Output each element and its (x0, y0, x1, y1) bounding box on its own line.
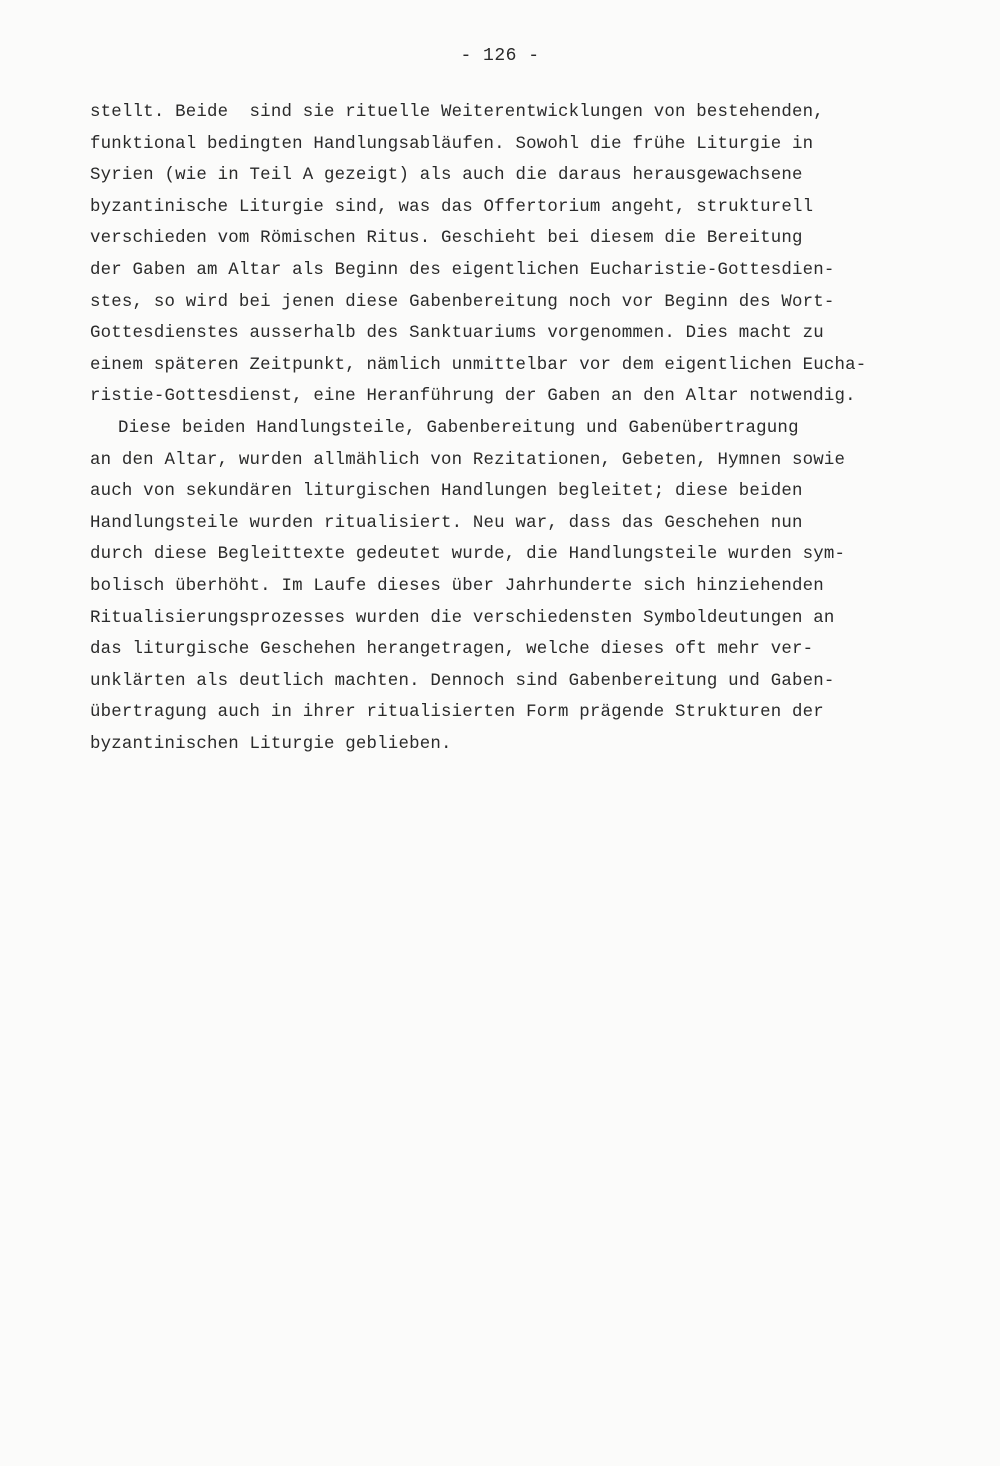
text-line: Syrien (wie in Teil A gezeigt) als auch die daraus herausgewachsene (90, 166, 803, 186)
text-line: byzantinischen Liturgie geblieben. (90, 734, 452, 754)
text-line: unklärten als deutlich machten. Dennoch sind Gabenbereitung und Gaben- (90, 671, 835, 691)
text-line: verschieden vom Römischen Ritus. Geschieht bei diesem die Bereitung (90, 229, 803, 249)
text-line: auch von sekundären liturgischen Handlungen begleitet; diese beiden (90, 482, 803, 502)
text-line: Ritualisierungsprozesses wurden die verschiedensten Symboldeutungen an (90, 608, 835, 628)
text-line: byzantinische Liturgie sind, was das Offertorium angeht, strukturell (90, 197, 814, 217)
paragraph-1 (90, 97, 920, 413)
text-line: einem späteren Zeitpunkt, nämlich unmittelbar vor dem eigentlichen Eucha- (90, 355, 867, 375)
text-line: der Gaben am Altar als Beginn des eigentlichen Eucharistie-Gottesdien- (90, 260, 835, 280)
text-line: funktional bedingten Handlungsabläufen. Sowohl die frühe Liturgie in (90, 134, 814, 154)
paragraph-2 (90, 413, 920, 761)
text-line: stes, so wird bei jenen diese Gabenbereitung noch vor Beginn des Wort- (90, 292, 835, 312)
text-line: Gottesdienstes ausserhalb des Sanktuariums vorgenommen. Dies macht zu (90, 324, 824, 344)
text-line: das liturgische Geschehen herangetragen, welche dieses oft mehr ver- (90, 640, 814, 660)
text-line: Diese beiden Handlungsteile, Gabenbereitung und Gabenübertragung (118, 418, 799, 438)
text-line: Handlungsteile wurden ritualisiert. Neu war, dass das Geschehen nun (90, 513, 803, 533)
text-line: durch diese Begleittexte gedeutet wurde, die Handlungsteile wurden sym- (90, 545, 846, 565)
text-line: übertragung auch in ihrer ritualisierten Form prägende Strukturen der (90, 703, 824, 723)
text-line: bolisch überhöht. Im Laufe dieses über Jahrhunderte sich hinziehenden (90, 576, 824, 596)
text-line: stellt. Beide sind sie rituelle Weiterentwicklungen von bestehenden, (90, 103, 824, 122)
page-number: - 126 - (460, 46, 540, 66)
body-text (90, 97, 920, 760)
text-line: an den Altar, wurden allmählich von Rezitationen, Gebeten, Hymnen sowie (90, 450, 846, 470)
text-line: ristie-Gottesdienst, eine Heranführung der Gaben an den Altar notwendig. (90, 387, 856, 407)
